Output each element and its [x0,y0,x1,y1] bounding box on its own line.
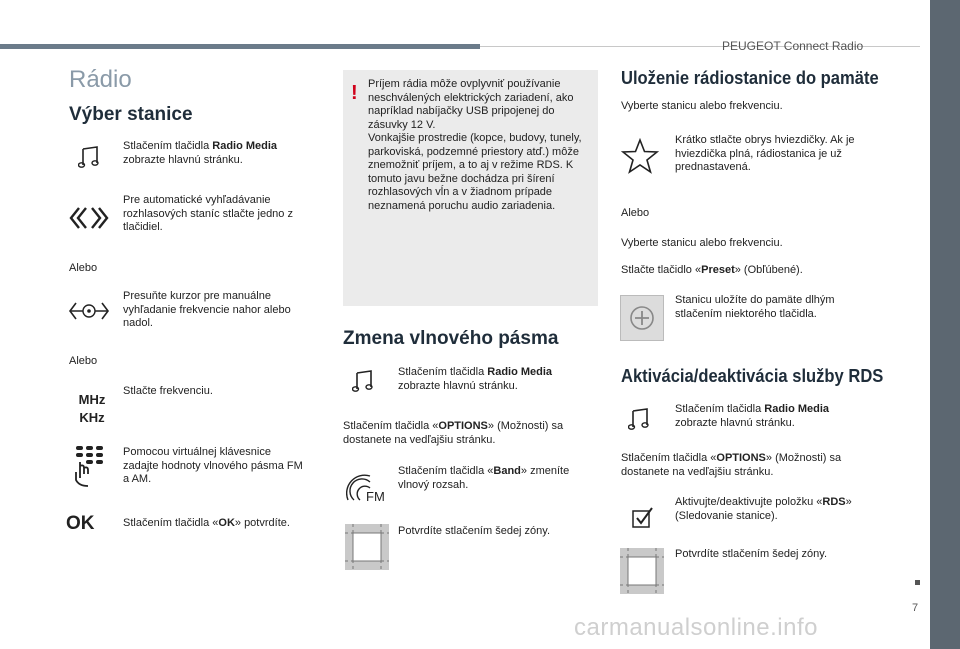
left-item4: Stlačte frekvenciu. [123,385,213,397]
middle-item1: Stlačením tlačidla Radio Media zobrazte hlavnú stránku. [398,366,553,392]
section-title: Rádio [69,66,132,93]
khz-label: KHz [79,410,105,425]
left-alebo1: Alebo [69,262,98,274]
right-alebo: Alebo [621,207,650,219]
left-item3: Presuňte kurzor pre manuálne vyhľadanie frekvencie nahor alebo nadol. [123,290,291,329]
page-edge-tab [930,0,960,649]
header-rule [0,44,480,49]
fm-label: FM [366,489,385,504]
right-item2: Stlačením tlačidla «OPTIONS» (Možnosti) sa dostanete na vedľajšiu stránku. [621,452,842,478]
right-p1: Vyberte stanicu alebo frekvenciu. [621,100,783,112]
left-item2: Pre automatické vyhľadávanie rozhlasových staníc stlačte jedno z tlačidiel. [123,194,293,233]
right-plus-text: Stanicu uložíte do pamäte dlhým stlačením niektorého tlačidla. [675,294,835,320]
music-note-icon [348,366,378,396]
left-item1: Stlačením tlačidla Radio Media zobrazte hlavnú stránku. [123,140,278,166]
seek-arrows-icon [68,204,110,232]
ok-icon: OK [66,513,95,534]
slider-cursor-icon [68,298,110,324]
right-item1: Stlačením tlačidla Radio Media zobrazte hlavnú stránku. [675,403,830,429]
right-item4: Potvrdíte stlačením šedej zóny. [675,548,828,560]
right-title2: Aktivácia/deaktivácia služby RDS [621,366,884,386]
middle-item4: Potvrdíte stlačením šedej zóny. [398,525,551,537]
gray-zone-icon [345,524,389,570]
page-marker [915,580,920,585]
running-header: PEUGEOT Connect Radio [722,39,864,53]
preset-plus-icon [620,295,664,341]
music-note-icon [74,142,104,172]
note-text: Príjem rádia môže ovplyvniť používanie neschválených elektrických zariadení, ako napríklad nabíjačky USB pripojenej do zásuvky 12 V. Vonkajšie prostredie (kopce, budovy, tunely, parkoviská, podzemné priestory atď.) môže znemožniť príjem, a to aj v režime RDS. K tomuto javu bežne dochádza pri šírení rozhlasových vĺn a v žiadnom prípade neznamená poruchu audio zariadenia. [368,78,582,212]
right-star-text: Krátko stlačte obrys hviezdičky. Ak je hviezdička plná, rádiostanica je už prednastavená. [675,134,855,173]
warning-icon: ! [351,82,358,104]
mhz-khz-icon [78,391,106,427]
right-p3: Stlačte tlačidlo «Preset» (Obľúbené). [621,264,803,276]
watermark: carmanualsonline.info [574,614,818,641]
left-item6: Stlačením tlačidla «OK» potvrdíte. [123,517,290,529]
middle-item2: Stlačením tlačidla «OPTIONS» (Možnosti) sa dostanete na vedľajšiu stránku. [343,420,564,446]
right-item3: Aktivujte/deaktivujte položku «RDS» (Sledovanie stanice). [675,496,852,522]
page-number: 7 [912,602,919,614]
left-item5: Pomocou virtuálnej klávesnice zadajte hodnoty vlnového pásma FM a AM. [123,446,303,485]
right-title1: Uloženie rádiostanice do pamäte [621,68,879,88]
middle-title: Zmena vlnového pásma [343,328,559,349]
left-alebo2: Alebo [69,355,98,367]
fm-band-icon [346,470,390,508]
keypad-touch-icon [72,444,108,488]
middle-item3: Stlačením tlačidla «Band» zmeníte vlnový rozsah. [398,465,570,491]
right-p2: Vyberte stanicu alebo frekvenciu. [621,237,783,249]
star-outline-icon [620,137,660,175]
mhz-label: MHz [78,392,106,407]
checkbox-icon [628,503,658,533]
gray-zone-icon [620,548,664,594]
music-note-icon [624,404,654,434]
left-title: Výber stanice [69,104,193,125]
